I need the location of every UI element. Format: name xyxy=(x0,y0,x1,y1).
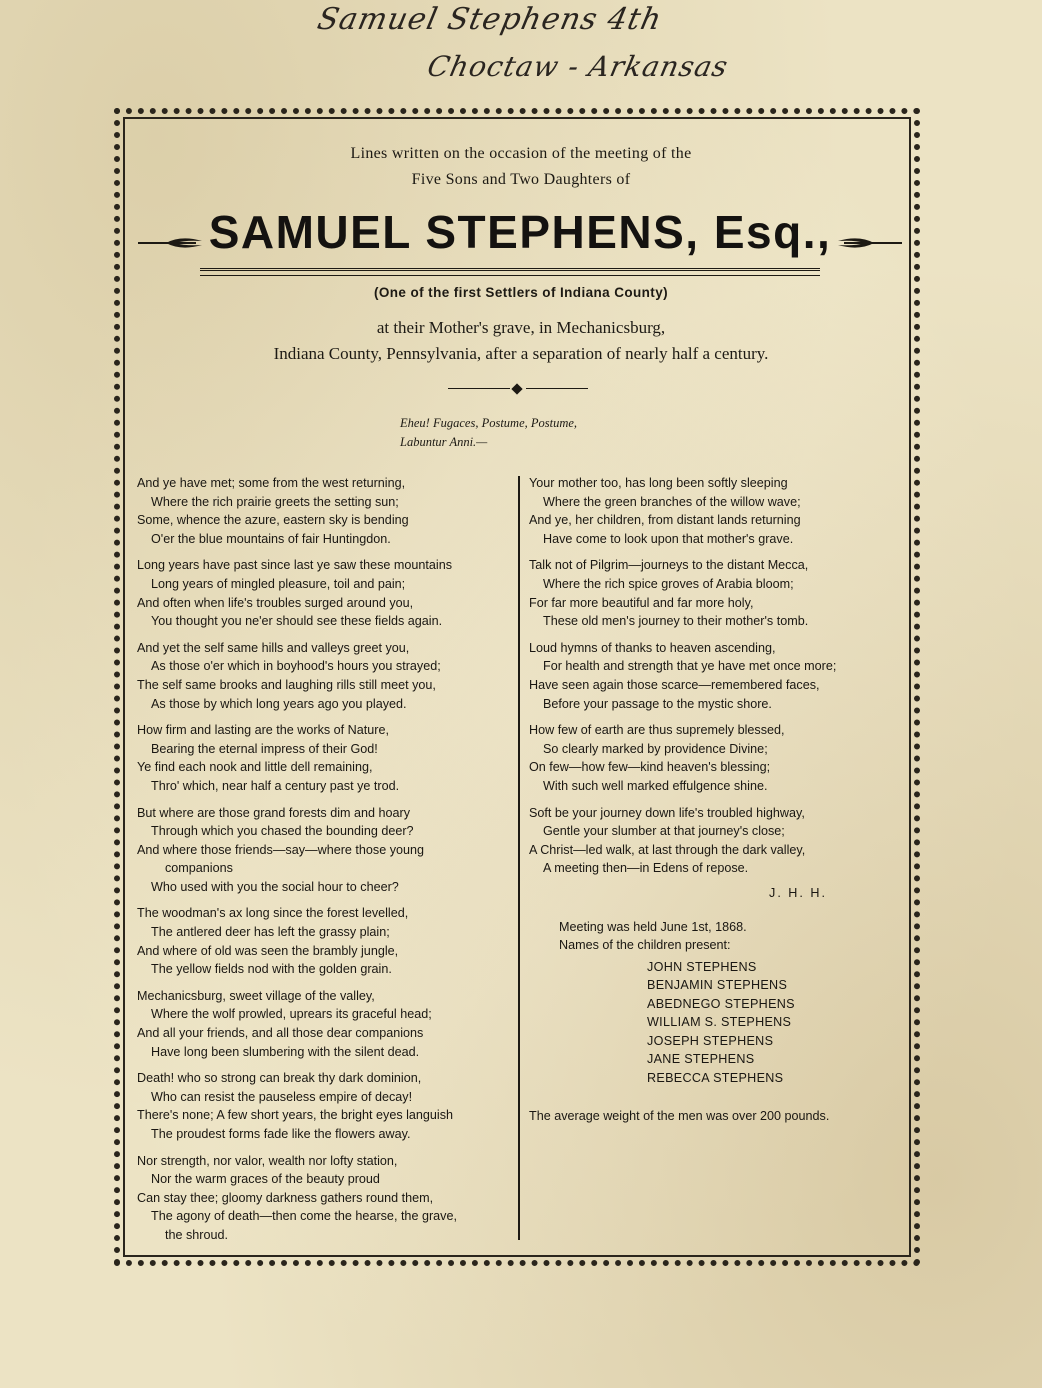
left-stanza xyxy=(137,987,515,1061)
poem-line: Your mother too, has long been softly sleeping xyxy=(529,476,788,490)
poem-line: Long years of mingled pleasure, toil and pain; xyxy=(151,576,406,591)
poem-line: Bearing the eternal impress of their God! xyxy=(151,741,378,756)
epigraph xyxy=(400,414,577,452)
poem-line: Ye find each nook and little dell remaining, xyxy=(137,760,373,775)
handwritten-inscription xyxy=(0,0,1042,100)
poem-line: The proudest forms fade like the flowers away. xyxy=(151,1127,411,1141)
poem-line: The antlered deer has left the grassy plain; xyxy=(151,925,390,940)
meeting-info xyxy=(529,918,899,1088)
right-stanza xyxy=(529,474,899,548)
poem-line: For far more beautiful and far more holy, xyxy=(529,595,754,610)
right-stanza xyxy=(529,721,899,795)
left-stanza xyxy=(137,804,515,897)
poem-line: There's none; A few short years, the bright eyes languish xyxy=(137,1108,454,1123)
page-title: SAMUEL STEPHENS, Esq., xyxy=(208,206,832,258)
poem-line: And where of old was seen the brambly jungle, xyxy=(137,943,399,958)
intro-line-1: Lines written on the occasion of the meeting of the xyxy=(350,145,692,162)
child-name: JOSEPH STEPHENS xyxy=(647,1033,774,1048)
poem-line: O'er the blue mountains of fair Huntingdon. xyxy=(151,531,391,546)
column-divider xyxy=(518,476,520,1240)
poem-line: On few—how few—kind heaven's blessing; xyxy=(529,760,771,775)
poem-line: And often when life's troubles surged around you, xyxy=(137,595,414,610)
handwriting-line-2: Choctaw - Arkansas xyxy=(424,50,732,83)
left-stanza xyxy=(137,474,515,548)
right-stanza xyxy=(529,639,899,713)
poem-line: Who used with you the social hour to cheer? xyxy=(151,879,399,894)
poem-right-column xyxy=(529,474,899,1126)
poem-line: Nor strength, nor valor, wealth nor lofty station, xyxy=(137,1153,398,1168)
poem-line: The agony of death—then come the hearse, the grave, xyxy=(151,1209,457,1224)
epigraph-line-2: Labuntur Anni.— xyxy=(400,435,488,449)
poem-line: Gentle your slumber at that journey's close; xyxy=(543,824,785,839)
poem-left-column xyxy=(137,474,515,1253)
author-signature: J. H. H. xyxy=(769,885,827,900)
right-stanza xyxy=(529,556,899,630)
poem-line: These old men's journey to their mother's tomb. xyxy=(543,614,809,629)
weight-note: The average weight of the men was over 200 pounds. xyxy=(529,1109,830,1124)
title-row xyxy=(130,205,910,275)
child-name: ABEDNEGO STEPHENS xyxy=(647,996,795,1011)
poem-line: The woodman's ax long since the forest levelled, xyxy=(137,906,409,921)
place-line-1: at their Mother's grave, in Mechanicsburg, xyxy=(376,318,666,337)
poem-line: Where the wolf prowled, uprears its graceful head; xyxy=(151,1007,432,1022)
child-name: JANE STEPHENS xyxy=(647,1052,755,1067)
poem-line: With such well marked effulgence shine. xyxy=(543,778,768,793)
poem-line: Have long been slumbering with the silent dead. xyxy=(151,1044,420,1059)
poem-line: But where are those grand forests dim and hoary xyxy=(137,805,411,820)
poem-line: Mechanicsburg, sweet village of the valley, xyxy=(137,988,375,1003)
poem-line: How few of earth are thus supremely blessed, xyxy=(529,723,785,738)
poem-line: Have seen again those scarce—remembered faces, xyxy=(529,677,820,692)
handwriting-line-1: Samuel Stephens 4th xyxy=(314,2,666,37)
child-name: WILLIAM S. STEPHENS xyxy=(647,1015,792,1030)
poem-line: How firm and lasting are the works of Nature, xyxy=(137,723,389,738)
right-flourish-icon xyxy=(834,235,904,251)
poem-line: Can stay thee; gloomy darkness gathers round them, xyxy=(137,1190,434,1205)
left-stanza xyxy=(137,721,515,795)
subtitle: (One of the first Settlers of Indiana County) xyxy=(373,285,668,300)
place-line-2: Indiana County, Pennsylvania, after a separation of nearly half a century. xyxy=(273,344,769,363)
left-stanza xyxy=(137,639,515,713)
poem-line: Death! who so strong can break thy dark dominion, xyxy=(137,1071,422,1086)
poem-line: Soft be your journey down life's troubled highway, xyxy=(529,805,805,820)
poem-line: Have come to look upon that mother's grave. xyxy=(543,531,794,546)
poem-line: You thought you ne'er should see these fields again. xyxy=(151,614,443,629)
meeting-date: Meeting was held June 1st, 1868. xyxy=(559,919,747,934)
left-stanza xyxy=(137,904,515,978)
poem-line: As those o'er which in boyhood's hours you strayed; xyxy=(151,659,441,674)
poem-line: And yet the self same hills and valleys greet you, xyxy=(137,640,410,655)
poem-line: A Christ—led walk, at last through the dark valley, xyxy=(529,842,806,857)
poem-line: Some, whence the azure, eastern sky is bending xyxy=(137,513,409,528)
child-name: BENJAMIN STEPHENS xyxy=(647,978,788,993)
poem-line: And all your friends, and all those dear companions xyxy=(137,1026,424,1041)
child-name: REBECCA STEPHENS xyxy=(647,1070,784,1085)
poem-line: So clearly marked by providence Divine; xyxy=(543,741,768,756)
poem-line: Thro' which, near half a century past ye trod. xyxy=(151,778,400,793)
poem-line: As those by which long years ago you played. xyxy=(151,696,407,711)
poem-line: The yellow fields nod with the golden grain. xyxy=(151,962,392,977)
children-names-list xyxy=(559,958,899,1088)
names-label: Names of the children present: xyxy=(559,937,731,952)
left-stanza xyxy=(137,1152,515,1245)
poem-line: Talk not of Pilgrim—journeys to the distant Mecca, xyxy=(529,558,809,573)
poem-line: For health and strength that ye have met once more; xyxy=(543,659,837,674)
ornament-divider xyxy=(448,384,588,394)
poem-line: Who can resist the pauseless empire of decay! xyxy=(151,1089,413,1104)
poem-line: The self same brooks and laughing rills still meet you, xyxy=(137,677,436,692)
left-stanza xyxy=(137,1069,515,1143)
child-name: JOHN STEPHENS xyxy=(647,959,757,974)
poem-line: Where the rich spice groves of Arabia bloom; xyxy=(543,576,794,591)
right-stanza xyxy=(529,804,899,878)
diamond-icon xyxy=(511,383,522,394)
poem-line: companions xyxy=(165,861,233,876)
poem-line: And ye have met; some from the west returning, xyxy=(137,476,406,490)
poem-line: Long years have past since last ye saw these mountains xyxy=(137,558,453,573)
poem-line: Where the rich prairie greets the setting sun; xyxy=(151,494,399,509)
right-stanzas xyxy=(529,474,899,878)
poem-line: Loud hymns of thanks to heaven ascending, xyxy=(529,640,776,655)
poem-line: And ye, her children, from distant lands returning xyxy=(529,513,801,528)
poem-line: And where those friends—say—where those young xyxy=(137,842,425,857)
poem-line: A meeting then—in Edens of repose. xyxy=(543,861,749,876)
poem-line: Through which you chased the bounding deer? xyxy=(151,824,414,839)
poem-line: Before your passage to the mystic shore. xyxy=(543,696,772,711)
intro-line-2: Five Sons and Two Daughters of xyxy=(411,171,631,188)
epigraph-line-1: Eheu! Fugaces, Postume, Postume, xyxy=(400,416,578,430)
poem-line: the shroud. xyxy=(165,1227,229,1242)
title-underline xyxy=(200,268,820,276)
left-stanza xyxy=(137,556,515,630)
poem-line: Where the green branches of the willow wave; xyxy=(543,494,801,509)
poem-line: Nor the warm graces of the beauty proud xyxy=(151,1172,380,1187)
